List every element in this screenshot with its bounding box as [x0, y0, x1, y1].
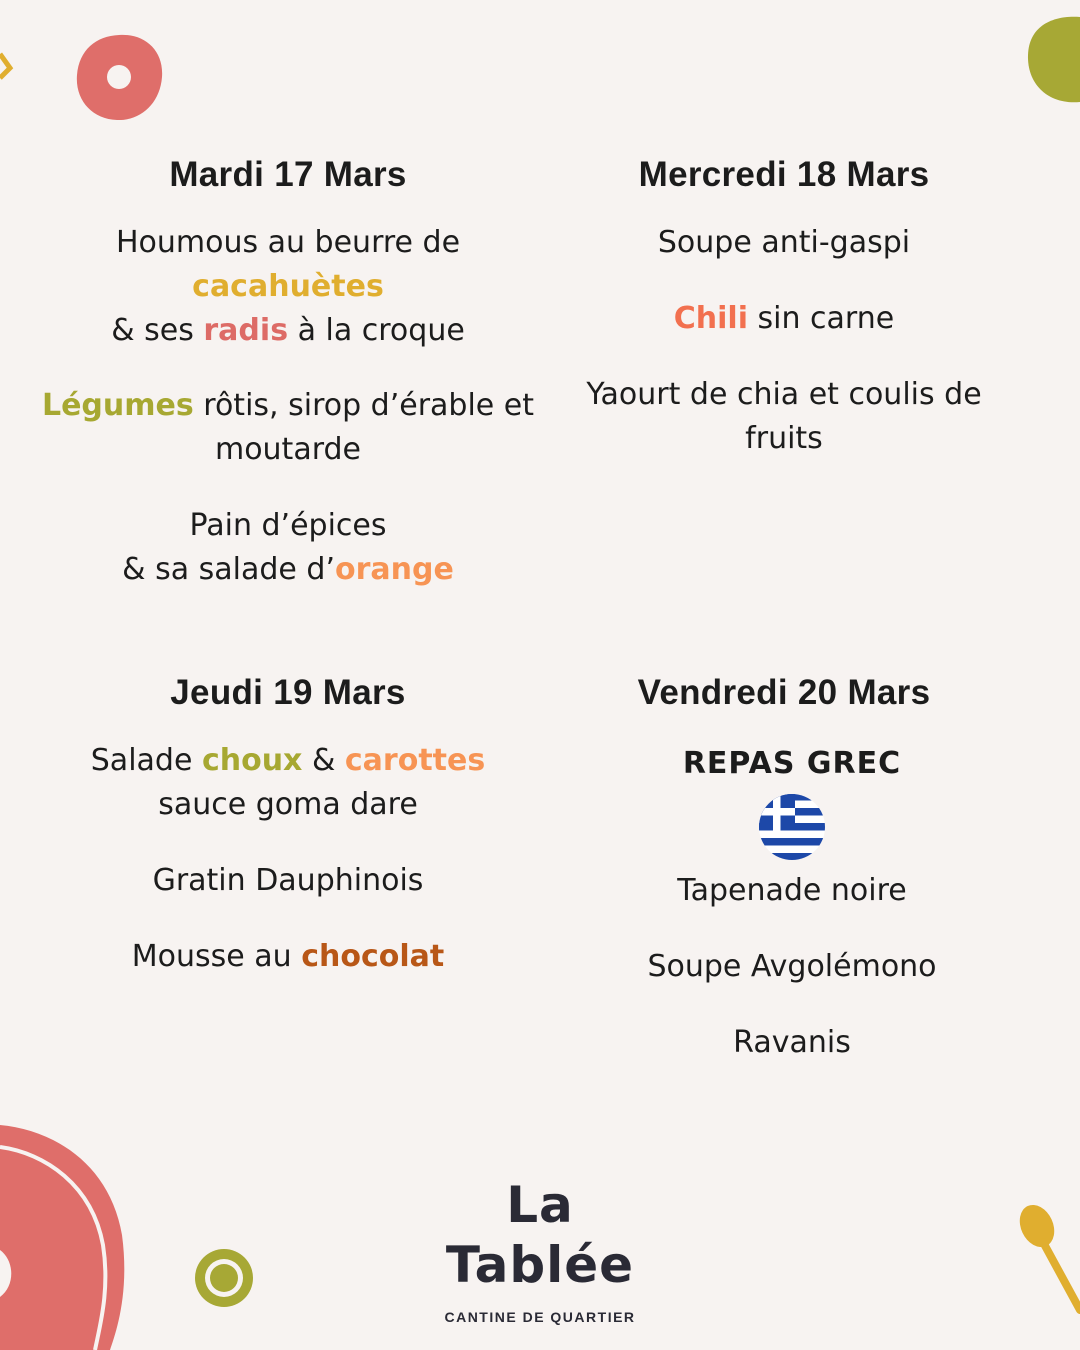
- day-title-wednesday: Mercredi 18 Mars: [638, 155, 930, 194]
- dish-text: Mousse au: [131, 939, 302, 974]
- dish-text: Salade: [90, 743, 202, 778]
- highlight-ingredient: carottes: [344, 743, 486, 778]
- olive-blob-decoration-icon: [1024, 15, 1080, 105]
- day-friday: [560, 673, 1024, 1065]
- ring-decoration-icon: [72, 30, 167, 125]
- dish-text: rôtis, sirop d’érable et: [193, 388, 535, 423]
- dish-text: Pain d’épices: [189, 508, 387, 543]
- dish-wednesday-main: [560, 297, 1008, 341]
- dish-text: à la croque: [288, 313, 465, 348]
- dish-text: Houmous au beurre de: [115, 225, 461, 260]
- brand-name: La Tablée: [445, 1176, 635, 1294]
- brand-tagline: CANTINE DE QUARTIER: [444, 1309, 636, 1325]
- dish-friday-main: Soupe Avgolémono: [647, 949, 937, 984]
- highlight-ingredient: chocolat: [301, 939, 445, 974]
- dish-text: Yaourt de chia et coulis de: [586, 377, 982, 412]
- dish-text: sin carne: [748, 301, 895, 336]
- dish-thursday-starter: [40, 739, 536, 827]
- dish-tuesday-dessert: [40, 504, 536, 592]
- brand-logo: [420, 1175, 660, 1325]
- dish-tuesday-main: [40, 384, 536, 472]
- dish-wednesday-dessert: [560, 373, 1008, 461]
- spoon-decoration-icon: [1015, 1200, 1080, 1315]
- dish-text: moutarde: [214, 432, 362, 467]
- olive-ring-decoration-icon: [193, 1248, 255, 1308]
- dish-friday-dessert: Ravanis: [733, 1025, 851, 1060]
- dish-text: &: [302, 743, 345, 778]
- highlight-ingredient: choux: [201, 743, 303, 778]
- day-title-thursday: Jeudi 19 Mars: [170, 673, 406, 712]
- big-ring-decoration-icon: [0, 1125, 130, 1350]
- dish-text: & ses: [111, 313, 204, 348]
- dish-thursday-main: Gratin Dauphinois: [152, 863, 424, 898]
- highlight-ingredient: Légumes: [41, 388, 194, 423]
- dish-text: fruits: [745, 421, 823, 456]
- dish-thursday-dessert: [40, 935, 536, 979]
- dish-tuesday-starter: [40, 221, 536, 353]
- highlight-ingredient: radis: [203, 313, 289, 348]
- yellow-stroke-decoration-icon: [0, 48, 14, 88]
- dish-wednesday-starter: Soupe anti-gaspi: [657, 225, 911, 260]
- dish-friday-starter: Tapenade noire: [677, 873, 907, 908]
- theme-label: REPAS GREC: [682, 746, 902, 781]
- day-thursday: [40, 673, 536, 979]
- highlight-ingredient: orange: [335, 552, 454, 587]
- day-tuesday: [40, 155, 536, 592]
- day-title-tuesday: Mardi 17 Mars: [169, 155, 407, 194]
- day-title-friday: Vendredi 20 Mars: [637, 673, 931, 712]
- highlight-ingredient: Chili: [673, 301, 748, 336]
- dish-text: sauce goma dare: [158, 787, 418, 822]
- day-wednesday: [560, 155, 1008, 461]
- highlight-ingredient: cacahuètes: [192, 269, 384, 304]
- greek-flag-icon: [758, 793, 826, 861]
- dish-text: & sa salade d’: [122, 552, 335, 587]
